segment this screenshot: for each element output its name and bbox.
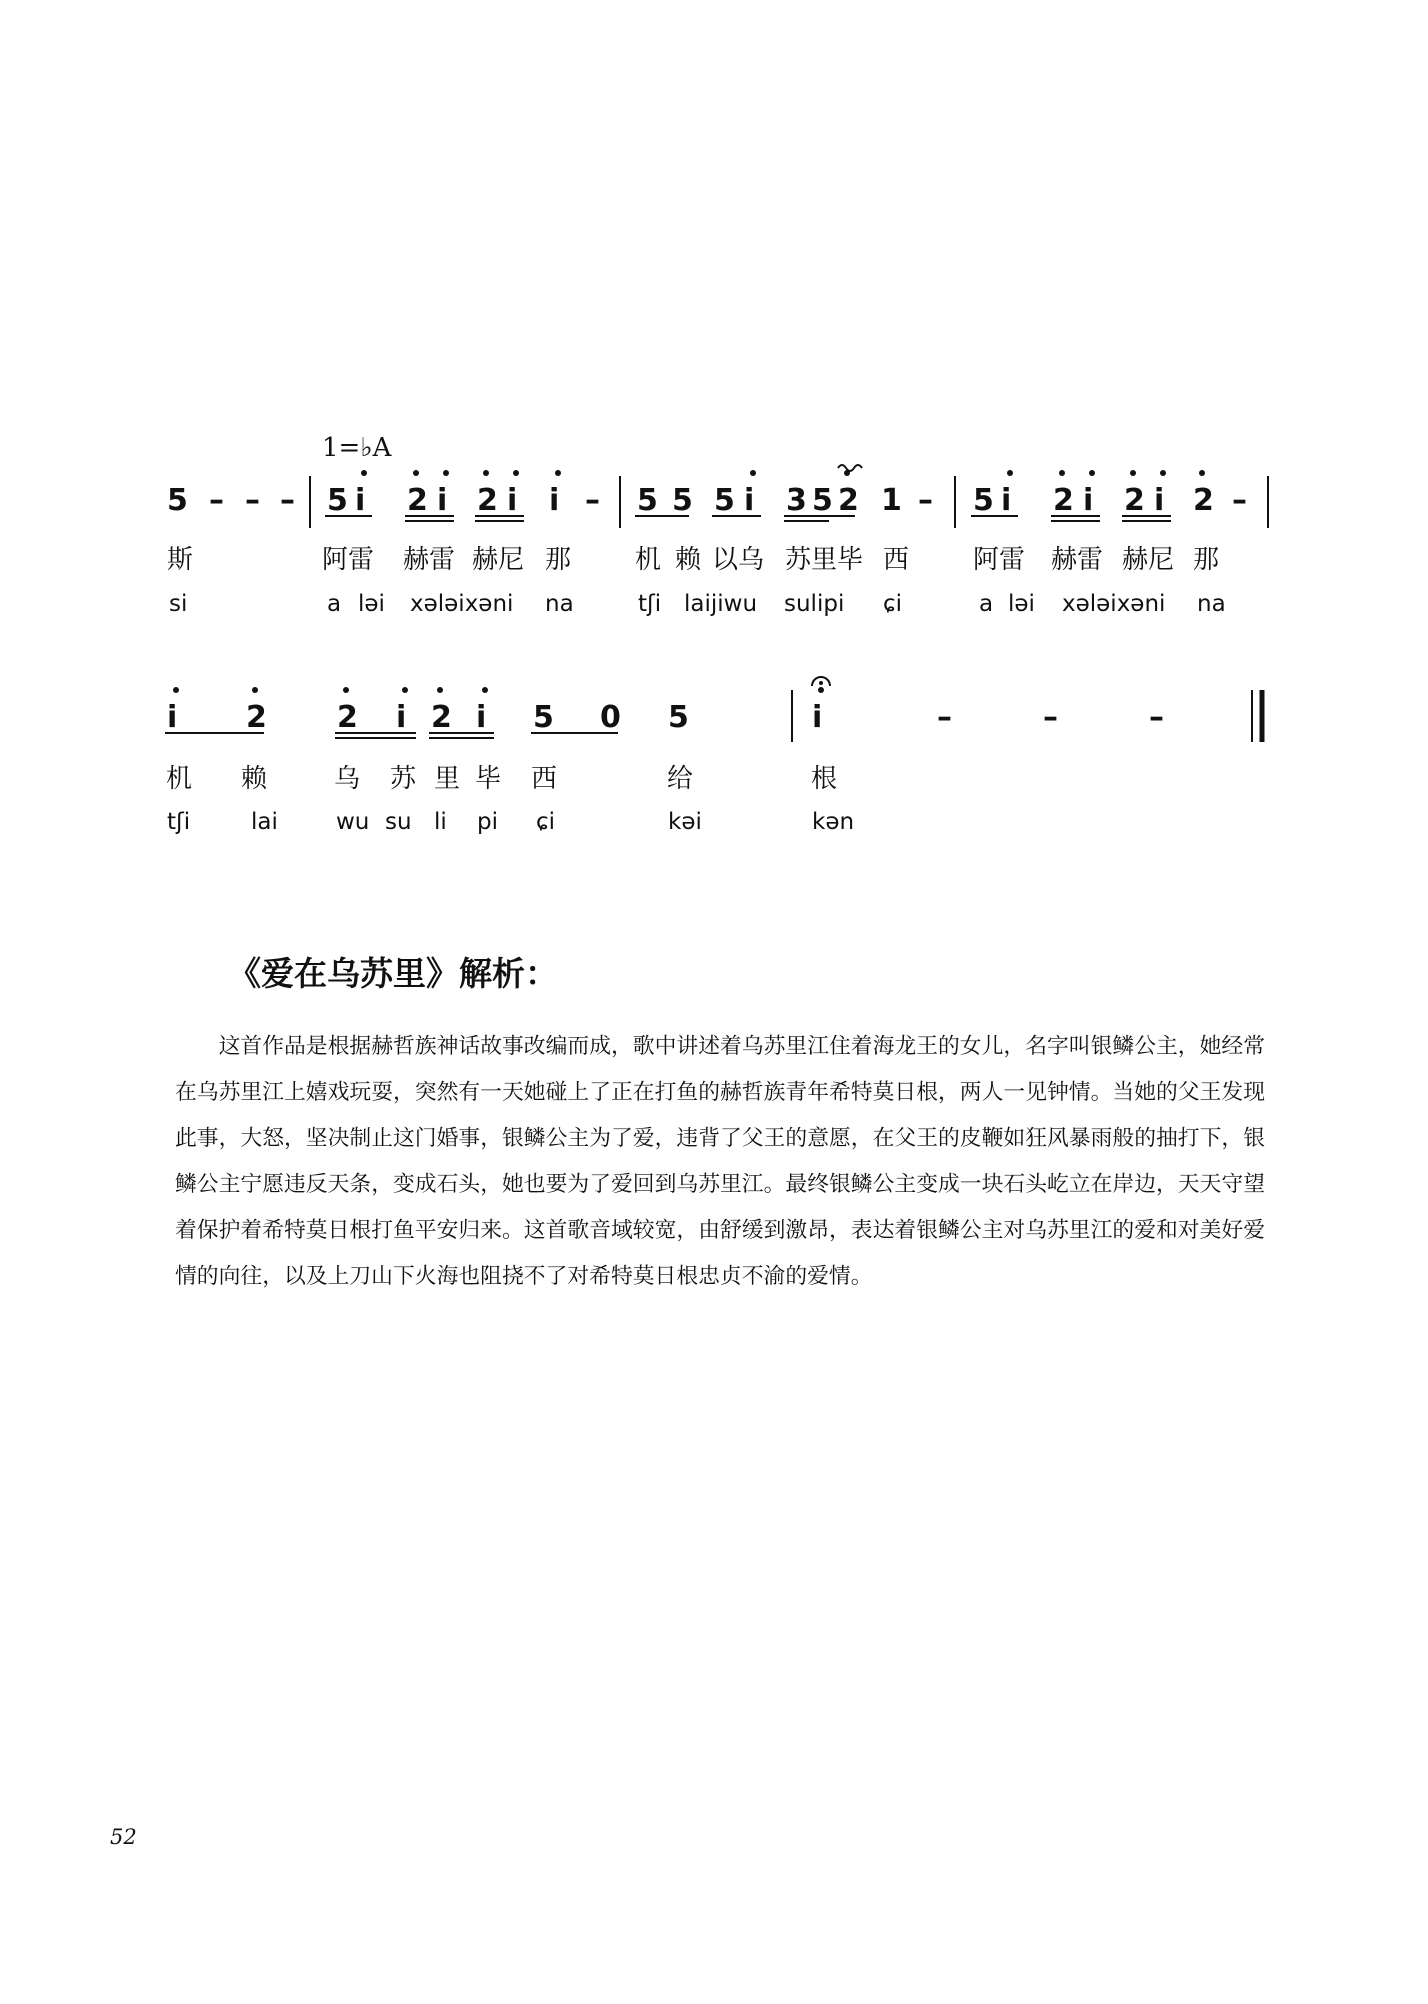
lyric: 乌 [334, 764, 361, 794]
note: i [744, 483, 755, 518]
lyric: 阿雷 [322, 545, 375, 575]
note: i [396, 700, 407, 735]
lyric: 里 [434, 764, 461, 794]
note: i [476, 700, 487, 735]
pronunciation: xələixəni [1062, 591, 1166, 617]
beams-line-2 [165, 733, 618, 738]
note: – [1232, 483, 1247, 518]
pronunciation: na [545, 591, 574, 617]
note: 0 [600, 700, 621, 735]
note: – [280, 483, 295, 518]
note: 1 [881, 483, 902, 518]
lyric: 赖 [675, 545, 702, 575]
lyrics-line-2 [166, 764, 837, 794]
lyric: 苏 [390, 764, 417, 794]
lyric: 斯 [167, 545, 194, 575]
lyric: 那 [1193, 545, 1220, 575]
lyric: 西 [531, 764, 558, 794]
pronunciation: ɕi [536, 809, 556, 835]
pronunciation: tʃi [167, 809, 191, 835]
note: 5 [167, 483, 188, 518]
note: i [812, 700, 823, 735]
note: 3 [786, 483, 807, 518]
pronunciation: laijiwu [684, 591, 758, 617]
note: 2 [337, 700, 358, 735]
pronunciation: a [979, 591, 994, 617]
pronunciation: a [327, 591, 342, 617]
page-number: 52 [110, 1825, 137, 1849]
note: i [355, 483, 366, 518]
key-signature: 1=♭A [322, 433, 392, 463]
note: 5 [327, 483, 348, 518]
note: – [585, 483, 600, 518]
note: 2 [431, 700, 452, 735]
pronunciation: na [1197, 591, 1226, 617]
note: i [167, 700, 178, 735]
pronunciation: xələixəni [410, 591, 514, 617]
pronunciation: ɕi [883, 591, 903, 617]
pronunciation-line-1 [169, 591, 1226, 617]
note: 5 [714, 483, 735, 518]
pronunciation: kəi [668, 809, 702, 835]
lyric: 赫尼 [1122, 545, 1175, 575]
pronunciation: lai [251, 809, 278, 835]
note: – [1149, 700, 1164, 735]
lyric: 苏里毕 [785, 545, 864, 575]
note: i [1083, 483, 1094, 518]
lyric: 赫雷 [1051, 545, 1104, 575]
note: i [549, 483, 560, 518]
note: 2 [1124, 483, 1145, 518]
pronunciation: si [169, 591, 188, 617]
note: 5 [637, 483, 658, 518]
note: 5 [812, 483, 833, 518]
lyric: 赖 [241, 764, 268, 794]
ornament-mark [838, 465, 862, 471]
pronunciation: tʃi [638, 591, 662, 617]
lyric: 赫雷 [403, 545, 456, 575]
note: – [937, 700, 952, 735]
pronunciation: wu [336, 809, 370, 835]
jianpu-score [0, 0, 1428, 900]
note: – [209, 483, 224, 518]
lyric: 西 [883, 545, 910, 575]
notes-line-2 [167, 700, 1164, 735]
pronunciation-line-2 [167, 809, 854, 835]
analysis-paragraph: 这首作品是根据赫哲族神话故事改编而成，歌中讲述着乌苏里江住着海龙王的女儿，名字叫银鳞公主，她经常在乌苏里江上嬉戏玩耍，突然有一天她碰上了正在打鱼的赫哲族青年希特莫日根，两人一见钟情。当她的父王发现此事，大怒，坚决制止这门婚事，银鳞公主为了爱，违背了父王的意愿，在父王的皮鞭如狂风暴雨般的抽打下，银鳞公主宁愿违反天条，变成石头，她也要为了爱回到乌苏里江。最终银鳞公主变成一块石头屹立在岸边，天天守望着保护着希特莫日根打鱼平安归来。这首歌音域较宽，由舒缓到激昂，表达着银鳞公主对乌苏里江的爱和对美好爱情的向往，以及上刀山下火海也阻挠不了对希特莫日根忠贞不渝的爱情。 [175, 1034, 1265, 1289]
beams-line-1 [325, 516, 1171, 521]
octave-dots-line-1 [361, 470, 1205, 476]
note: 5 [973, 483, 994, 518]
note: 2 [838, 483, 859, 518]
note: 2 [407, 483, 428, 518]
note: – [918, 483, 933, 518]
analysis-title: 《爱在乌苏里》解析： [228, 954, 558, 993]
octave-dots-line-2 [173, 687, 824, 693]
note: – [1043, 700, 1058, 735]
barlines-line-2 [792, 690, 1262, 742]
note: 5 [672, 483, 693, 518]
pronunciation: su [385, 809, 412, 835]
lyric: 机 [635, 545, 662, 575]
lyric: 根 [811, 764, 838, 794]
note: i [1154, 483, 1165, 518]
pronunciation: sulipi [784, 591, 845, 617]
lyric: 那 [545, 545, 572, 575]
note: 5 [668, 700, 689, 735]
pronunciation: li [434, 809, 447, 835]
lyric: 毕 [475, 764, 502, 794]
note: 2 [1193, 483, 1214, 518]
note: i [1001, 483, 1012, 518]
pronunciation: ləi [358, 591, 385, 617]
note: – [245, 483, 260, 518]
pronunciation: pi [477, 809, 498, 835]
pronunciation: ləi [1008, 591, 1035, 617]
note: 2 [477, 483, 498, 518]
note: 5 [533, 700, 554, 735]
note: i [437, 483, 448, 518]
lyric: 以乌 [712, 545, 765, 575]
note: i [507, 483, 518, 518]
note: 2 [1053, 483, 1074, 518]
note: 2 [246, 700, 267, 735]
pronunciation: kən [812, 809, 855, 835]
notes-line-1 [167, 483, 1247, 518]
lyric: 给 [667, 764, 694, 794]
lyrics-line-1 [167, 545, 1219, 575]
lyric: 机 [166, 764, 193, 794]
lyric: 阿雷 [973, 545, 1026, 575]
lyric: 赫尼 [472, 545, 525, 575]
